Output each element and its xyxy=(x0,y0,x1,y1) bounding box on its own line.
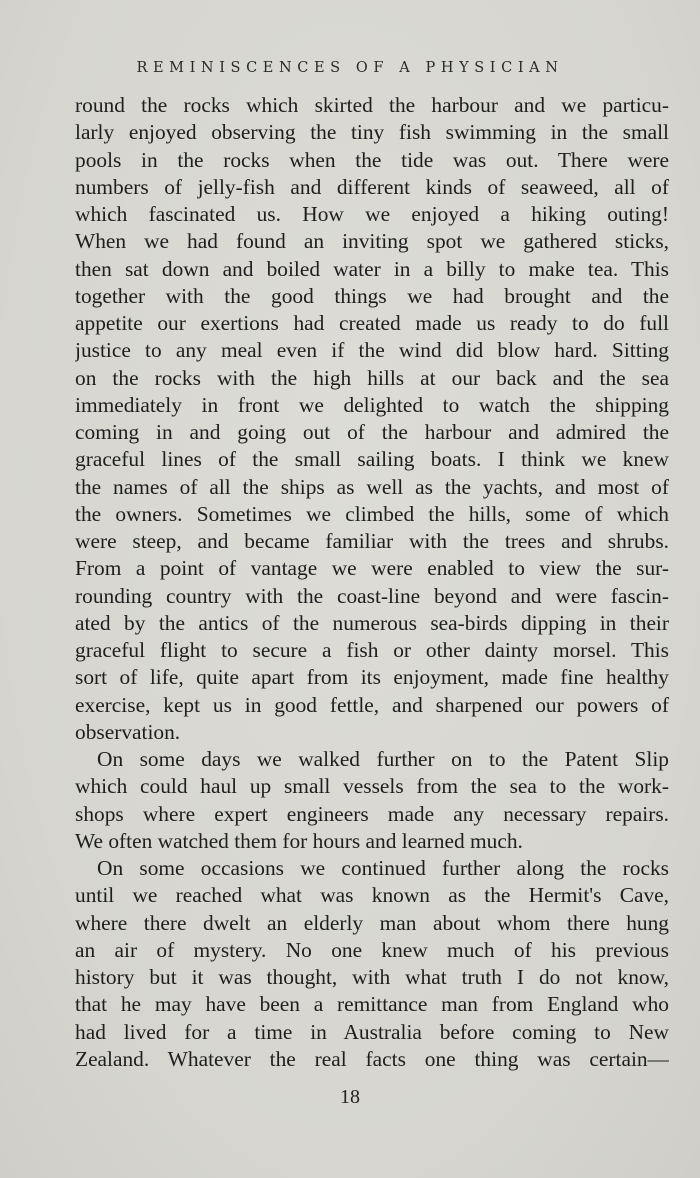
text-line: exercise, kept us in good fettle, and sharpened our powers of xyxy=(75,692,669,717)
text-line: shops where expert engineers made any necessary repairs. xyxy=(75,801,669,826)
text-line: observation. xyxy=(75,719,181,744)
text-line: the owners. Sometimes we climbed the hills, some of which xyxy=(75,501,669,526)
running-head: REMINISCENCES OF A PHYSICIAN xyxy=(136,60,564,76)
text-line: immediately in front we delighted to watch the shipping xyxy=(75,392,669,417)
page-number: 18 xyxy=(340,1086,360,1108)
text-line: which could haul up small vessels from the sea to the work- xyxy=(75,774,669,799)
text-line: sort of life, quite apart from its enjoyment, made fine healthy xyxy=(75,665,669,690)
text-line: coming in and going out of the harbour and admired the xyxy=(75,420,669,444)
text-line: We often watched them for hours and learned much. xyxy=(75,828,523,853)
text-line: which fascinated us. How we enjoyed a hiking outing! xyxy=(75,202,669,226)
text-line: appetite our exertions had created made us ready to do full xyxy=(75,311,669,335)
text-line: until we reached what was known as the Hermit's Cave, xyxy=(75,883,669,908)
text-line: were steep, and became familiar with the trees and shrubs. xyxy=(75,529,669,553)
text-line: history but it was thought, with what truth I do not know, xyxy=(75,965,669,989)
text-line: where there dwelt an elderly man about whom there hung xyxy=(75,910,669,935)
text-line: larly enjoyed observing the tiny fish swimming in the small xyxy=(75,120,669,145)
text-line: On some days we walked further on to the Patent Slip xyxy=(97,747,669,771)
text-line: graceful flight to secure a fish or other dainty morsel. This xyxy=(75,638,669,662)
text-line: pools in the rocks when the tide was out. There were xyxy=(75,147,669,172)
text-line: ated by the antics of the numerous sea-birds dipping in their xyxy=(75,610,669,635)
text-line: together with the good things we had brought and the xyxy=(75,283,669,308)
text-line: From a point of vantage we were enabled to view the sur- xyxy=(75,556,669,581)
text-line: had lived for a time in Australia before coming to New xyxy=(75,1019,669,1044)
text-line: an air of mystery. No one knew much of his previous xyxy=(75,937,669,962)
text-line: that he may have been a remittance man from England who xyxy=(75,992,669,1017)
text-line: then sat down and boiled water in a billy to make tea. This xyxy=(75,256,669,281)
text-line: When we had found an inviting spot we gathered sticks, xyxy=(75,229,669,254)
text-line: Zealand. Whatever the real facts one thing was certain— xyxy=(75,1046,669,1071)
text-line: rounding country with the coast-line beyond and were fascin- xyxy=(75,583,669,608)
text-line: numbers of jelly-fish and different kinds of seaweed, all of xyxy=(75,174,669,199)
text-line: the names of all the ships as well as the yachts, and most of xyxy=(75,474,669,499)
text-line: round the rocks which skirted the harbour and we particu- xyxy=(75,93,669,117)
body-text xyxy=(75,92,669,1073)
text-line: graceful lines of the small sailing boats. I think we knew xyxy=(75,447,669,472)
text-line: On some occasions we continued further along the rocks xyxy=(97,856,669,880)
text-line: on the rocks with the high hills at our back and the sea xyxy=(75,365,669,390)
text-line: justice to any meal even if the wind did blow hard. Sitting xyxy=(75,338,669,363)
